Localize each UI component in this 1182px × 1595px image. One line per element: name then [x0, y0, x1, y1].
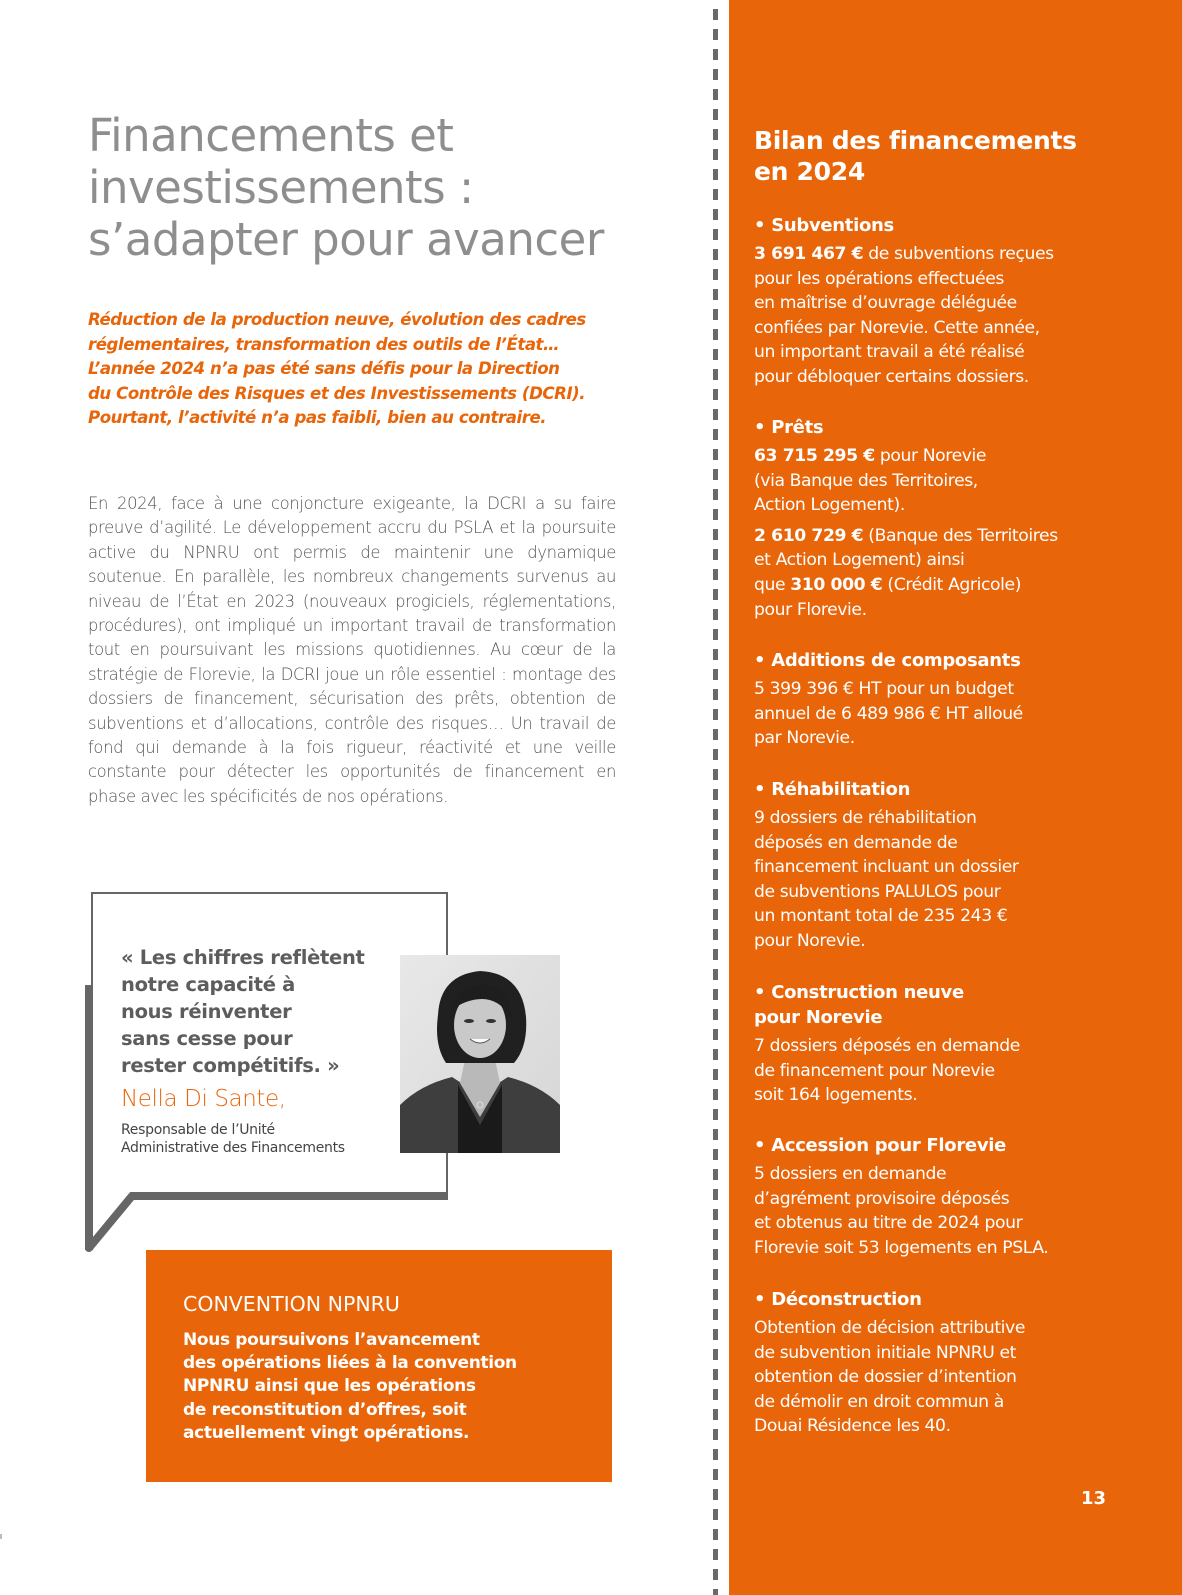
convention-line: des opérations liées à la convention: [183, 1353, 517, 1374]
amount: 3 691 467 €: [754, 244, 864, 264]
convention-line: actuellement vingt opérations.: [183, 1422, 470, 1443]
panel-title: [754, 125, 1077, 187]
line-text: (Crédit Agricole): [882, 574, 1021, 595]
section-body: [754, 242, 1174, 390]
line-text: que: [754, 574, 791, 595]
bubble-frame-left-thin: [91, 892, 93, 987]
bullet-icon: •: [754, 650, 766, 671]
body-line: et obtenus au titre de 2024 pour: [754, 1213, 1023, 1234]
lead-line: Pourtant, l’activité n’a pas faibli, bien au contraire.: [88, 408, 547, 428]
heading-text: Prêts: [771, 417, 824, 438]
body-line: [754, 524, 1174, 549]
body-line: un montant total de 235 243 €: [754, 906, 1008, 927]
amount: 2 610 729 €: [754, 525, 864, 546]
amount: 63 715 295 €: [754, 446, 875, 466]
quote-line: notre capacité à: [121, 973, 296, 996]
section-body: [754, 1162, 1174, 1260]
crop-mark: [0, 1534, 2, 1539]
body-line: et Action Logement) ainsi: [754, 550, 965, 571]
body-line: déposés en demande de: [754, 832, 958, 853]
quote-line: rester compétitifs. »: [121, 1054, 340, 1077]
lead-paragraph: [88, 308, 633, 431]
body-line: confiées par Norevie. Cette année,: [754, 317, 1040, 338]
body-line: de subventions PALULOS pour: [754, 881, 1001, 902]
body-line: 5 399 396 € HT pour un budget: [754, 679, 1014, 699]
portrait-icon: [400, 955, 560, 1153]
bullet-icon: •: [754, 215, 766, 236]
section-heading-line2: pour Norevie: [754, 1007, 883, 1028]
heading-text: Réhabilitation: [771, 779, 911, 800]
bullet-icon: •: [754, 982, 766, 1003]
section-body: [754, 806, 1174, 954]
body-line: en maîtrise d’ouvrage déléguée: [754, 293, 1017, 314]
bullet-icon: •: [754, 779, 766, 800]
body-line: [754, 444, 1174, 469]
body-line: annuel de 6 489 986 € HT alloué: [754, 703, 1023, 724]
body-line: Florevie soit 53 logements en PSLA.: [754, 1237, 1049, 1258]
section-additions: [754, 648, 1174, 751]
lead-line: réglementaires, transformation des outils de l’État…: [88, 334, 560, 354]
line-text: de subventions reçues: [863, 244, 1054, 264]
convention-npnru-box: [146, 1250, 612, 1482]
section-heading: [754, 1133, 1174, 1158]
section-accession: [754, 1133, 1174, 1260]
convention-line: de reconstitution d’offres, soit: [183, 1399, 467, 1420]
body-line: obtention de dossier d’intention: [754, 1367, 1017, 1388]
section-body: [754, 1034, 1174, 1108]
role-line: Administrative des Financements: [121, 1140, 345, 1156]
title-line: investissements :: [88, 161, 474, 214]
section-construction-neuve: [754, 980, 1174, 1108]
body-line: 7 dossiers déposés en demande: [754, 1036, 1020, 1056]
body-line: (via Banque des Territoires,: [754, 470, 978, 491]
line-text: (Banque des Territoires: [863, 525, 1058, 546]
quote-line: nous réinventer: [121, 1000, 292, 1023]
dashed-divider: [713, 0, 718, 1595]
body-line: [754, 242, 1174, 267]
heading-text: Accession pour Florevie: [771, 1135, 1007, 1156]
bubble-frame-bottom: [130, 1192, 448, 1200]
section-heading: [754, 1287, 1174, 1312]
title-line: s’adapter pour avancer: [88, 213, 604, 266]
body-line: pour Florevie.: [754, 599, 867, 620]
section-body: [754, 444, 1174, 622]
bullet-icon: •: [754, 1289, 766, 1310]
convention-line: Nous poursuivons l’avancement: [183, 1330, 480, 1350]
section-deconstruction: [754, 1287, 1174, 1439]
body-line: Action Logement).: [754, 495, 905, 516]
portrait-photo: [400, 955, 560, 1153]
lead-line: Réduction de la production neuve, évolution des cadres: [88, 310, 586, 329]
bullet-icon: •: [754, 1135, 766, 1156]
body-paragraph: En 2024, face à une conjoncture exigeante, la DCRI a su faire preuve d’agilité. Le développement accru du PSLA et la poursuite active du NPNRU ont permis de maintenir une dynamique soutenue. En parallèle, les nombreux changements survenus au niveau de l’État en 2023 (nouveaux progiciels, réglementations, procédures), ont impliqué un important travail de transformation tout en poursuivant les missions quotidiennes. Au cœur de la stratégie de Florevie, la DCRI joue un rôle essentiel : montage des dossiers de financement, sécurisation des prêts, obtention de subventions et d’allocations, contrôle des risques… Un travail de fond qui demande à la fois rigueur, réactivité et une veille constante pour détecter les opportunités de financement en phase avec les spécificités de nos opérations.: [88, 494, 616, 806]
heading-text: Subventions: [771, 215, 894, 236]
quote-author: Nella Di Sante,: [121, 1086, 286, 1112]
body-line: par Norevie.: [754, 728, 855, 749]
heading-text: Additions de composants: [771, 650, 1021, 671]
heading-text: Déconstruction: [771, 1289, 922, 1310]
body-line: de financement pour Norevie: [754, 1060, 995, 1081]
quote-line: « Les chiffres reflètent: [121, 946, 365, 969]
section-body: [754, 677, 1174, 751]
panel-title-line: en 2024: [754, 157, 865, 186]
body-line: de démolir en droit commun à: [754, 1391, 1004, 1412]
lead-line: L’année 2024 n’a pas été sans défis pour la Direction: [88, 359, 560, 379]
body-line: de subvention initiale NPNRU et: [754, 1342, 1017, 1363]
quote-author-role: [121, 1121, 345, 1157]
body-line: [754, 573, 1174, 598]
bubble-frame-top: [91, 892, 447, 894]
body-line: financement incluant un dossier: [754, 857, 1019, 878]
convention-line: NPNRU ainsi que les opérations: [183, 1376, 476, 1397]
body-line: Douai Résidence les 40.: [754, 1416, 951, 1437]
bullet-icon: •: [754, 417, 766, 438]
line-text: pour Norevie: [874, 446, 987, 466]
section-subventions: [754, 213, 1174, 390]
body-line: pour débloquer certains dossiers.: [754, 366, 1029, 387]
heading-text: Construction neuve: [771, 982, 964, 1003]
page-title: [88, 110, 668, 266]
section-prets: [754, 415, 1174, 622]
panel-title-line: Bilan des financements: [754, 126, 1077, 155]
body-line: 5 dossiers en demande: [754, 1164, 947, 1184]
section-heading: [754, 415, 1174, 440]
section-heading: [754, 648, 1174, 673]
role-line: Responsable de l’Unité: [121, 1122, 275, 1138]
bubble-tail-icon: [80, 1188, 140, 1258]
financing-summary-panel: [729, 0, 1182, 1595]
body-line: Obtention de décision attributive: [754, 1318, 1026, 1338]
section-heading: [754, 980, 1174, 1005]
section-rehabilitation: [754, 777, 1174, 954]
body-line: 9 dossiers de réhabilitation: [754, 808, 977, 828]
body-line: un important travail a été réalisé: [754, 342, 1025, 363]
body-line: soit 164 logements.: [754, 1085, 918, 1106]
lead-line: du Contrôle des Risques et des Investissements (DCRI).: [88, 383, 586, 403]
section-heading: [754, 213, 1174, 238]
body-line: pour les opérations effectuées: [754, 268, 1004, 289]
convention-title: CONVENTION NPNRU: [183, 1292, 400, 1316]
title-line: Financements et: [88, 109, 454, 162]
amount: 310 000 €: [790, 574, 883, 595]
page-number: 13: [1081, 1488, 1107, 1509]
pull-quote: [121, 944, 391, 1079]
section-body: [754, 1316, 1174, 1439]
section-heading: [754, 777, 1174, 802]
body-line: d’agrément provisoire déposés: [754, 1188, 1010, 1209]
body-line: pour Norevie.: [754, 930, 866, 951]
convention-text: [183, 1329, 517, 1445]
quote-line: sans cesse pour: [121, 1027, 293, 1050]
